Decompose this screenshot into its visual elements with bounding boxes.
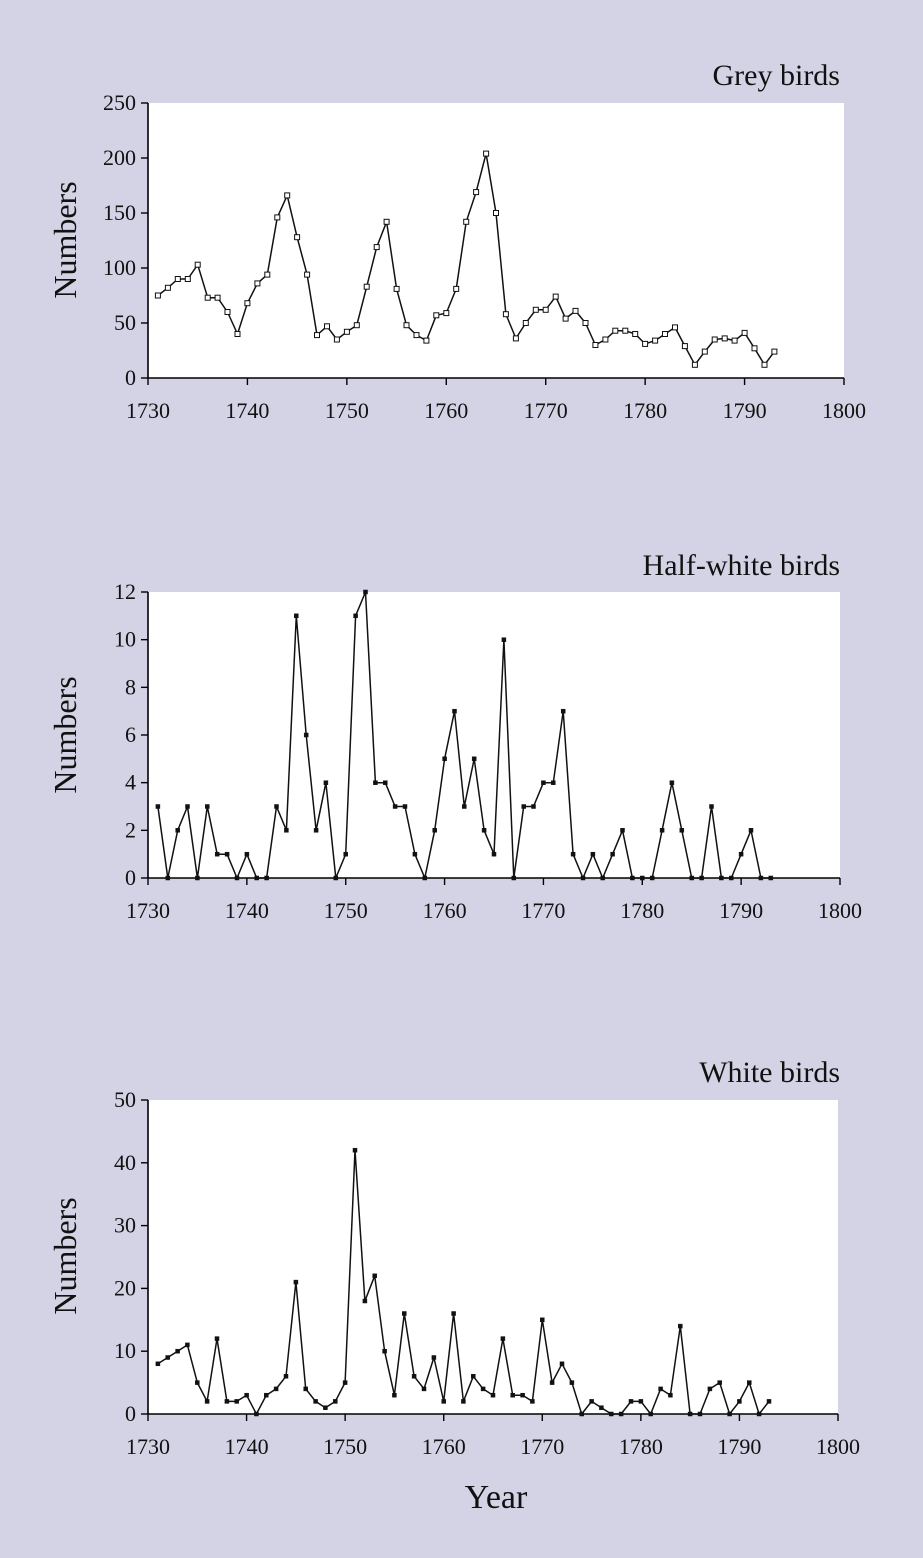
data-point [541,781,545,785]
data-point [757,1412,761,1416]
x-tick-label: 1740 [225,398,270,423]
data-point [454,286,459,291]
data-point [722,336,727,341]
chart-title: Half-white birds [642,549,840,582]
data-point [512,876,516,880]
chart-white-birds [47,1056,860,1459]
data-point [670,781,674,785]
data-point [255,876,259,880]
data-point [354,323,359,328]
data-point [235,1399,239,1403]
data-point [719,876,723,880]
y-tick-label: 150 [103,200,136,225]
data-point [185,277,190,282]
data-point [195,1381,199,1385]
data-point [581,876,585,880]
data-point [708,1387,712,1391]
data-point [502,638,506,642]
x-tick-label: 1730 [126,398,170,423]
data-point [205,1399,209,1403]
y-tick-label: 10 [114,626,136,652]
data-point [649,1412,653,1416]
data-point [633,332,638,337]
y-axis-label: Numbers [47,676,83,794]
data-point [245,852,249,856]
data-point [747,1381,751,1385]
data-point [325,324,330,329]
data-point [769,876,773,880]
x-tick-label: 1800 [822,398,866,423]
data-point [175,277,180,282]
data-point [668,1393,672,1397]
plot-area [148,1100,838,1414]
data-point [613,328,618,333]
data-point [688,1412,692,1416]
data-point [533,307,538,312]
data-point [235,332,240,337]
data-point [673,325,678,330]
data-point [570,1381,574,1385]
data-point [185,1343,189,1347]
data-point [442,1399,446,1403]
data-point [698,1412,702,1416]
data-point [235,876,239,880]
x-tick-label: 1770 [520,1434,565,1459]
data-point [603,337,608,342]
data-point [452,1312,456,1316]
data-point [265,876,269,880]
data-point [513,336,518,341]
data-point [364,590,368,594]
data-point [522,805,526,809]
data-point [621,828,625,832]
data-point [254,1412,258,1416]
data-point [550,1381,554,1385]
data-point [532,805,536,809]
data-point [494,211,499,216]
data-point [551,781,555,785]
data-point [501,1337,505,1341]
data-point [752,346,757,351]
data-point [462,805,466,809]
data-point [424,338,429,343]
data-point [176,1349,180,1353]
data-point [443,757,447,761]
data-point [255,281,260,286]
data-point [403,805,407,809]
data-point [275,215,280,220]
data-point [343,1381,347,1385]
data-point [599,1406,603,1410]
data-point [540,1318,544,1322]
data-point [563,316,568,321]
data-point [225,852,229,856]
x-tick-label: 1790 [722,398,767,423]
data-point [464,219,469,224]
data-point [205,295,210,300]
data-point [732,338,737,343]
data-point [591,852,595,856]
data-point [561,709,565,713]
data-point [729,876,733,880]
data-point [749,828,753,832]
data-point [353,1148,357,1152]
data-point [205,805,209,809]
data-point [315,333,320,338]
data-point [294,614,298,618]
data-point [474,190,479,195]
data-point [166,1356,170,1360]
x-tick-label: 1780 [623,398,668,423]
data-point [265,272,270,277]
data-point [155,293,160,298]
chart-title: White birds [699,1056,840,1089]
y-axis-label: Numbers [47,181,83,299]
data-point [225,1399,229,1403]
y-tick-label: 50 [114,1087,136,1112]
data-point [472,757,476,761]
x-tick-label: 1780 [618,1434,663,1459]
data-point [682,344,687,349]
x-tick-label: 1750 [324,398,369,423]
x-tick-label: 1800 [818,898,862,923]
data-point [653,338,658,343]
data-point [344,852,348,856]
x-tick-label: 1790 [717,1434,762,1459]
data-point [373,1274,377,1278]
data-point [284,1374,288,1378]
data-point [767,1399,771,1403]
y-tick-label: 6 [125,722,136,747]
x-tick-label: 1730 [126,898,170,923]
data-point [295,235,300,240]
data-point [593,343,598,348]
y-tick-label: 30 [114,1212,136,1238]
data-point [728,1412,732,1416]
x-tick-label: 1730 [126,1434,170,1459]
y-tick-label: 0 [125,365,136,390]
data-point [374,245,379,250]
data-point [412,1374,416,1378]
x-tick-label: 1750 [323,898,368,923]
data-point [692,362,697,367]
y-tick-label: 20 [114,1275,136,1301]
x-tick-label: 1770 [523,398,568,423]
data-point [629,1399,633,1403]
data-point [710,805,714,809]
data-point [402,1312,406,1316]
x-tick-label: 1750 [323,1434,368,1459]
data-point [156,1362,160,1366]
x-axis-label: Year [464,1479,528,1516]
data-point [423,876,427,880]
y-tick-label: 100 [103,255,136,280]
data-point [314,828,318,832]
data-point [718,1381,722,1385]
data-point [323,1406,327,1410]
data-point [422,1387,426,1391]
y-tick-label: 0 [125,1401,136,1426]
data-point [304,733,308,737]
data-point [482,828,486,832]
x-tick-label: 1800 [816,1434,860,1459]
data-point [759,876,763,880]
data-point [245,1393,249,1397]
y-tick-label: 200 [103,145,136,170]
data-point [573,308,578,313]
data-point [571,852,575,856]
data-point [393,805,397,809]
x-tick-label: 1760 [422,898,467,923]
data-point [392,1393,396,1397]
data-point [623,328,628,333]
data-point [471,1374,475,1378]
x-tick-label: 1740 [224,898,269,923]
data-point [245,301,250,306]
data-point [481,1387,485,1391]
data-point [165,285,170,290]
data-point [503,312,508,317]
data-point [523,321,528,326]
data-point [650,876,654,880]
data-point [580,1412,584,1416]
x-tick-label: 1790 [719,898,764,923]
data-point [762,362,767,367]
data-point [404,323,409,328]
x-tick-label: 1780 [620,898,665,923]
data-point [590,1399,594,1403]
data-point [304,1387,308,1391]
data-point [772,349,777,354]
y-tick-label: 250 [103,90,136,115]
data-point [678,1324,682,1328]
y-tick-label: 40 [114,1149,136,1175]
y-tick-label: 0 [125,865,136,890]
data-point [363,1299,367,1303]
data-point [383,1349,387,1353]
y-tick-label: 8 [125,674,136,700]
data-point [334,876,338,880]
data-point [195,262,200,267]
data-point [640,876,644,880]
data-point [560,1362,564,1366]
y-tick-label: 10 [114,1338,136,1364]
y-axis-label: Numbers [47,1197,83,1315]
data-point [619,1412,623,1416]
data-point [601,876,605,880]
data-point [543,307,548,312]
data-point [215,295,220,300]
data-point [364,284,369,289]
data-point [225,310,230,315]
x-tick-label: 1770 [521,898,566,923]
data-point [264,1393,268,1397]
data-point [663,332,668,337]
data-point [384,219,389,224]
data-point [285,193,290,198]
data-point [491,1393,495,1397]
data-point [414,333,419,338]
data-point [413,852,417,856]
data-point [609,1412,613,1416]
data-point [444,311,449,316]
data-point [434,313,439,318]
data-point [521,1393,525,1397]
data-point [739,852,743,856]
data-point [275,805,279,809]
data-point [354,614,358,618]
plot-area [148,592,840,878]
data-point [583,321,588,326]
data-point [630,876,634,880]
data-point [274,1387,278,1391]
data-point [461,1399,465,1403]
data-point [383,781,387,785]
x-tick-label: 1760 [421,1434,466,1459]
data-point [639,1399,643,1403]
data-point [186,805,190,809]
data-point [712,337,717,342]
data-point [432,1356,436,1360]
data-point [394,286,399,291]
data-point [433,828,437,832]
data-point [660,828,664,832]
data-point [643,341,648,346]
data-point [492,852,496,856]
data-point [702,349,707,354]
data-point [166,876,170,880]
data-point [176,828,180,832]
data-point [294,1280,298,1284]
y-tick-label: 2 [125,817,136,843]
chart-title: Grey birds [712,59,840,92]
data-point [334,337,339,342]
y-tick-label: 50 [114,310,136,335]
chart-half-white-birds [47,549,862,923]
data-point [700,876,704,880]
data-point [324,781,328,785]
data-point [680,828,684,832]
data-point [742,330,747,335]
data-point [305,272,310,277]
data-point [511,1393,515,1397]
data-point [530,1399,534,1403]
data-point [611,852,615,856]
y-tick-label: 4 [125,769,136,795]
x-tick-label: 1740 [224,1434,269,1459]
chart-grey-birds [47,59,866,423]
data-point [453,709,457,713]
data-point [215,852,219,856]
data-point [659,1387,663,1391]
data-point [215,1337,219,1341]
data-point [484,151,489,156]
data-point [553,294,558,299]
data-point [284,828,288,832]
y-tick-label: 12 [114,579,136,604]
data-point [344,329,349,334]
data-point [333,1399,337,1403]
data-point [690,876,694,880]
data-point [314,1399,318,1403]
data-point [737,1399,741,1403]
x-tick-label: 1760 [424,398,469,423]
data-point [373,781,377,785]
data-point [195,876,199,880]
data-point [156,805,160,809]
